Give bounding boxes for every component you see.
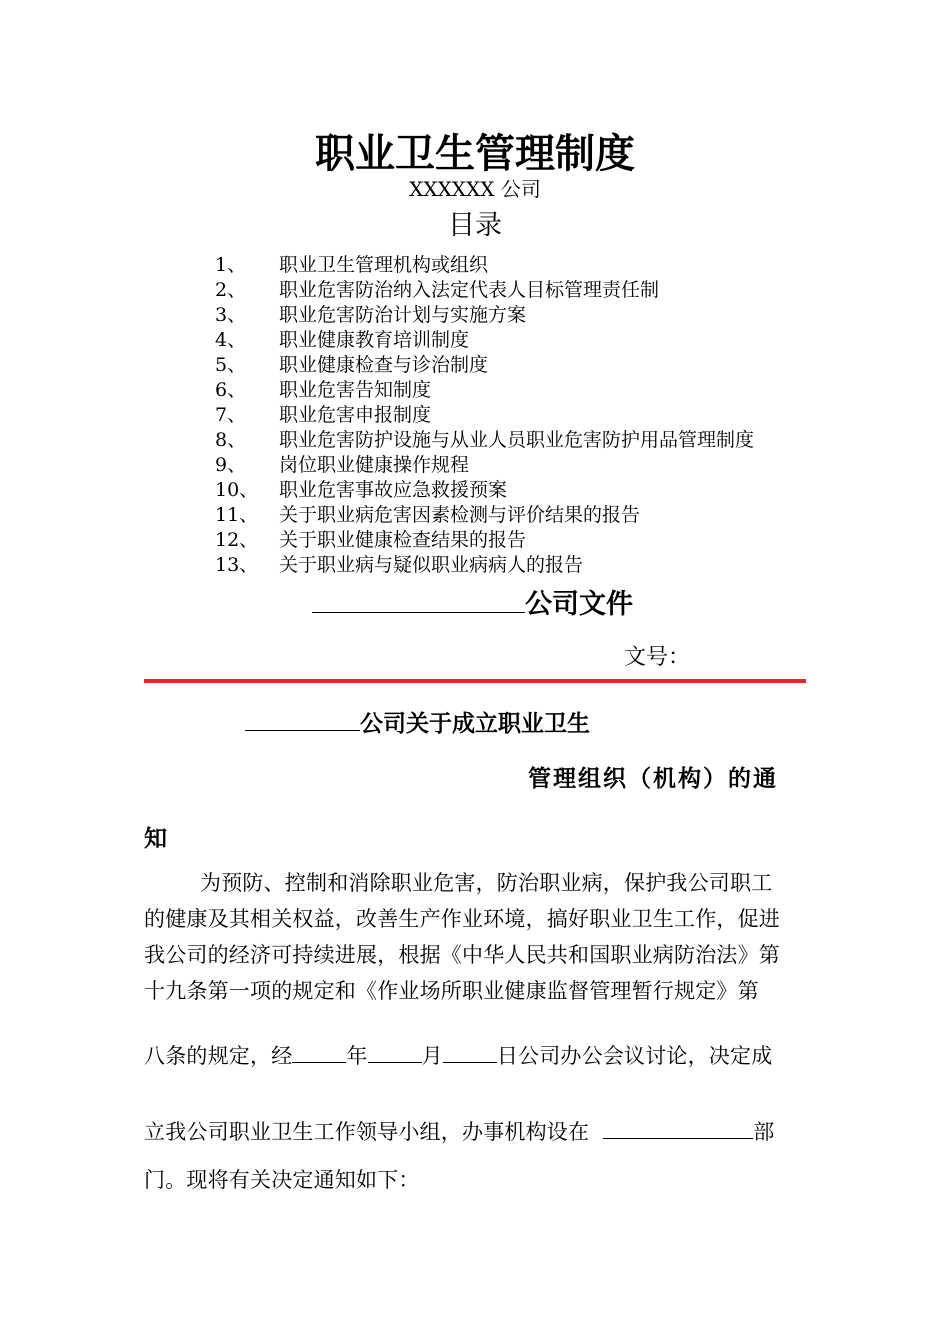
toc-item-number: 1、: [215, 254, 247, 276]
toc-item-text: 职业危害事故应急救援预案: [279, 479, 508, 501]
toc-item-number: 9、: [215, 454, 247, 476]
toc-item-text: 职业健康检查与诊治制度: [279, 354, 489, 376]
toc-item-number: 4、: [215, 329, 247, 351]
toc-item-text: 关于职业健康检查结果的报告: [279, 529, 527, 551]
toc-item-number: 5、: [215, 354, 247, 376]
dept-line-prefix: 立我公司职业卫生工作领导小组，办事机构设在: [144, 1120, 590, 1144]
toc-item-text: 职业卫生管理机构或组织: [279, 254, 489, 276]
file-header: [312, 582, 633, 621]
paragraph-line: 十九条第一项的规定和《作业场所职业健康监督管理暂行规定》第: [144, 979, 759, 1003]
notice-title-line-2: 管理组织（机构）的通: [528, 766, 778, 792]
company-name: XXXXXX 公司: [409, 177, 541, 201]
meeting-date-line: [144, 1040, 806, 1070]
notice-title-line-3: 知: [144, 826, 167, 852]
toc-item-number: 10、: [215, 479, 259, 501]
toc-title: 目录: [448, 210, 502, 241]
date-line-prefix: 八条的规定，经: [144, 1044, 293, 1068]
toc-item-text: 关于职业病与疑似职业病病人的报告: [279, 554, 584, 576]
date-line-suffix: 日公司办公会议讨论，决定成: [496, 1044, 773, 1068]
company-name-blank: [312, 584, 525, 613]
toc-item-text: 职业危害申报制度: [279, 404, 432, 426]
toc-item-text: 职业危害防护设施与从业人员职业危害防护用品管理制度: [279, 429, 755, 451]
month-label: 月: [421, 1044, 443, 1068]
paragraph-line: 我公司的经济可持续进展，根据《中华人民共和国职业病防治法》第: [144, 943, 780, 967]
toc-item-text: 关于职业病危害因素检测与评价结果的报告: [279, 504, 641, 526]
notice-title-line-1: [245, 702, 590, 738]
document-number-label: 文号：: [624, 645, 691, 670]
month-blank: [368, 1040, 422, 1063]
toc-item-number: 12、: [215, 529, 259, 551]
company-name-blank: [245, 702, 360, 731]
department-blank: [603, 1116, 753, 1139]
toc-item-text: 职业危害防治纳入法定代表人目标管理责任制: [279, 279, 660, 301]
toc-item-number: 3、: [215, 304, 247, 326]
department-line: [144, 1116, 806, 1146]
closing-line: 门。现将有关决定通知如下：: [144, 1168, 420, 1192]
toc-item-text: 职业健康教育培训制度: [279, 329, 470, 351]
year-label: 年: [346, 1044, 368, 1068]
document-title: 职业卫生管理制度: [315, 131, 635, 177]
paragraph-line: 的健康及其相关权益，改善生产作业环境，搞好职业卫生工作，促进: [144, 907, 780, 931]
toc-item-number: 13、: [215, 554, 259, 576]
notice-title-text: 公司关于成立职业卫生: [360, 711, 590, 737]
toc-item-text: 职业危害告知制度: [279, 379, 432, 401]
toc-item-text: 职业危害防治计划与实施方案: [279, 304, 527, 326]
file-header-suffix: 公司文件: [525, 589, 633, 620]
toc-item-number: 2、: [215, 279, 247, 301]
year-blank: [292, 1040, 346, 1063]
day-blank: [443, 1040, 497, 1063]
paragraph-line: 为预防、控制和消除职业危害，防治职业病，保护我公司职工: [200, 871, 773, 895]
dept-line-suffix: 部: [753, 1120, 775, 1144]
toc-item-text: 岗位职业健康操作规程: [279, 454, 470, 476]
toc-item-number: 6、: [215, 379, 247, 401]
red-divider: [144, 679, 806, 683]
toc-item-number: 11、: [215, 504, 259, 526]
toc-item-number: 8、: [215, 429, 247, 451]
toc-item-number: 7、: [215, 404, 247, 426]
